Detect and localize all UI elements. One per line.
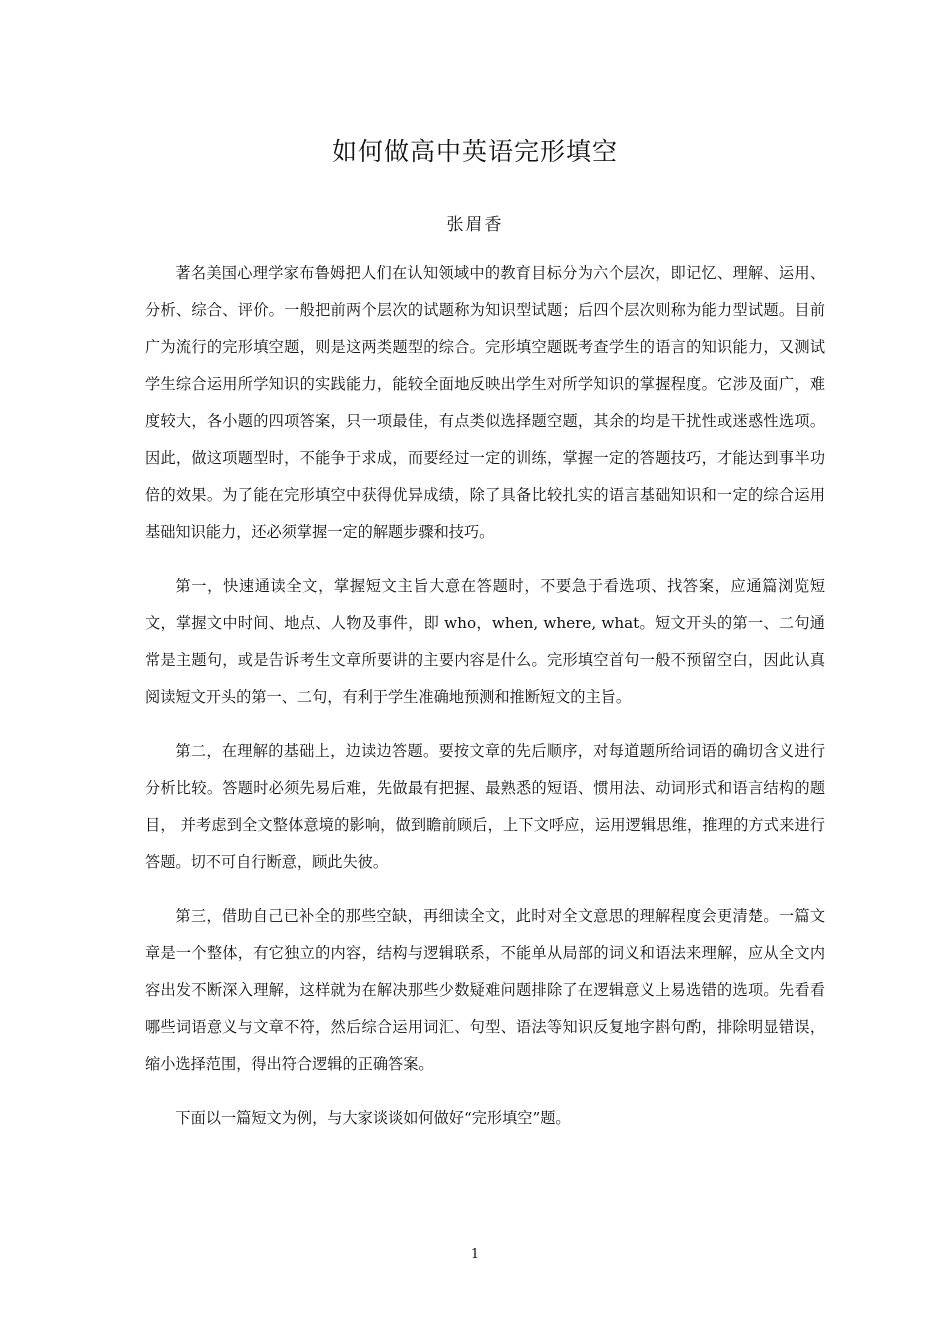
article-body	[145, 255, 825, 1154]
paragraph-step-three: 第三，借助自己已补全的那些空缺，再细读全文，此时对全文意思的理解程度会更清楚。一篇文章是一个整体，有它独立的内容，结构与逻辑联系，不能单从局部的词义和语法来理解，应从全文内容出发不断深入理解，这样就为在解决那些少数疑难问题排除了在逻辑意义上易选错的选项。先看看哪些词语意义与文章不符，然后综合运用词汇、句型、语法等知识反复地字斟句酌，排除明显错误，缩小选择范围，得出符合逻辑的正确答案。	[145, 907, 825, 1073]
paragraph-example-intro: 下面以一篇短文为例，与大家谈谈如何做好“完形填空”题。	[175, 1109, 571, 1127]
paragraph-step-two: 第二，在理解的基础上，边读边答题。要按文章的先后顺序，对每道题所给词语的确切含义进行分析比较。答题时必须先易后难，先做最有把握、最熟悉的短语、惯用法、动词形式和语言结构的题目， 并考虑到全文整体意境的影响，做到瞻前顾后，上下文呼应，运用逻辑思维，推理的方式来进行答题。切不可自行断意，顾此失彼。	[145, 742, 825, 871]
paragraph-step-one: 第一，快速通读全文，掌握短文主旨大意在答题时，不要急于看选项、找答案，应通篇浏览短文，掌握文中时间、地点、人物及事件，即 who，when, where, what。短文开头的第一、二句通常是主题句，或是告诉考生文章所要讲的主要内容是什么。完形填空首句一般不预留空白，因此认真阅读短文开头的第一、二句，有利于学生准确地预测和推断短文的主旨。	[145, 577, 825, 706]
author-name: 张眉香	[446, 215, 504, 235]
paragraph-intro: 著名美国心理学家布鲁姆把人们在认知领域中的教育目标分为六个层次，即记忆、理解、运用、分析、综合、评价。一般把前两个层次的试题称为知识型试题；后四个层次则称为能力型试题。目前广为流行的完形填空题，则是这两类题型的综合。完形填空题既考查学生的语言的知识能力，又测试学生综合运用所学知识的实践能力，能较全面地反映出学生对所学知识的掌握程度。它涉及面广，难度较大，各小题的四项答案，只一项最佳，有点类似选择题空题，其余的均是干扰性或迷惑性选项。因此，做这项题型时，不能争于求成，而要经过一定的训练，掌握一定的答题技巧，才能达到事半功倍的效果。为了能在完形填空中获得优异成绩，除了具备比较扎实的语言基础知识和一定的综合运用基础知识能力，还必须掌握一定的解题步骤和技巧。	[145, 264, 825, 541]
page-number: 1	[470, 1247, 480, 1262]
page-title: 如何做高中英语完形填空	[331, 137, 618, 166]
